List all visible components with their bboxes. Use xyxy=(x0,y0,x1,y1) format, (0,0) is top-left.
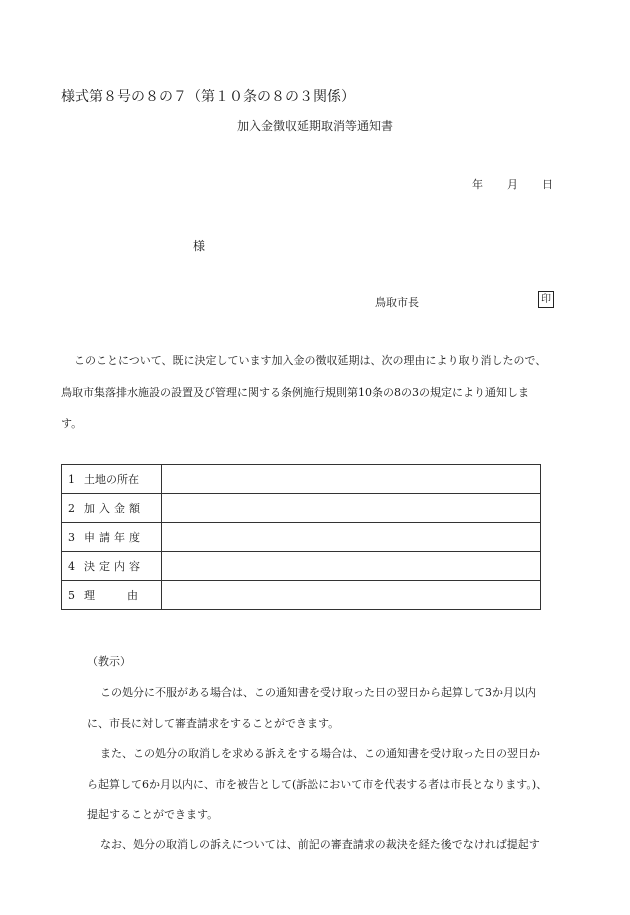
row-label-text-a: 理 xyxy=(84,589,95,602)
date-day-label: 日 xyxy=(542,178,553,191)
addressee-suffix: 様 xyxy=(193,239,206,253)
body-line-1: このことについて、既に決定しています加入金の徴収延期は、次の理由により取り消したので、 xyxy=(74,354,547,367)
instruction-line: この処分に不服がある場合は、この通知書を受け取った日の翌日から起算して3か月以内 xyxy=(100,686,536,699)
seal-mark: 印 xyxy=(538,291,554,308)
table-row xyxy=(62,465,541,494)
document-title: 加入金徴収延期取消等通知書 xyxy=(236,119,393,133)
body-line-3: す。 xyxy=(61,417,83,430)
row-number: 1 xyxy=(68,473,75,486)
row-label-text: 加入金額 xyxy=(84,502,144,515)
instruction-line: に、市長に対して審査請求をすることができます。 xyxy=(87,717,340,730)
row-label xyxy=(62,465,162,494)
body-line-2: 鳥取市集落排水施設の設置及び管理に関する条例施行規則第10条の8の3の規定により通知しま xyxy=(61,386,529,399)
table-row xyxy=(62,494,541,523)
date-month-label: 月 xyxy=(507,178,518,191)
instruction-line: ら起算して6か月以内に、市を被告として(訴訟において市を代表する者は市長となります。)、 xyxy=(87,778,548,791)
row-number: 2 xyxy=(68,502,75,515)
row-value-cell xyxy=(162,523,541,552)
instruction-heading: （教示） xyxy=(87,655,131,668)
row-label-text-b: 由 xyxy=(127,589,138,602)
details-table xyxy=(61,464,541,610)
issuer-name: 鳥取市長 xyxy=(375,296,419,309)
row-label-text: 決定内容 xyxy=(84,560,144,573)
row-value-cell xyxy=(162,494,541,523)
form-number: 様式第８号の８の７（第１０条の８の３関係） xyxy=(61,89,355,105)
instruction-line: なお、処分の取消しの訴えについては、前記の審査請求の裁決を経た後でなければ提起す xyxy=(100,838,540,851)
table-row xyxy=(62,523,541,552)
row-label xyxy=(62,523,162,552)
table-row xyxy=(62,552,541,581)
row-number: 3 xyxy=(68,531,75,544)
instruction-line: 提起することができます。 xyxy=(87,808,219,821)
row-label-text: 申請年度 xyxy=(84,531,144,544)
table-row xyxy=(62,581,541,610)
date-year-label: 年 xyxy=(472,178,483,191)
row-value-cell xyxy=(162,552,541,581)
row-value-cell xyxy=(162,581,541,610)
instruction-line: また、この処分の取消しを求める訴えをする場合は、この通知書を受け取った日の翌日か xyxy=(100,747,540,760)
row-number: 4 xyxy=(68,560,75,573)
row-value-cell xyxy=(162,465,541,494)
row-number: 5 xyxy=(68,589,75,602)
row-label xyxy=(62,494,162,523)
row-label xyxy=(62,581,162,610)
row-label-text: 土地の所在 xyxy=(84,473,139,486)
row-label xyxy=(62,552,162,581)
